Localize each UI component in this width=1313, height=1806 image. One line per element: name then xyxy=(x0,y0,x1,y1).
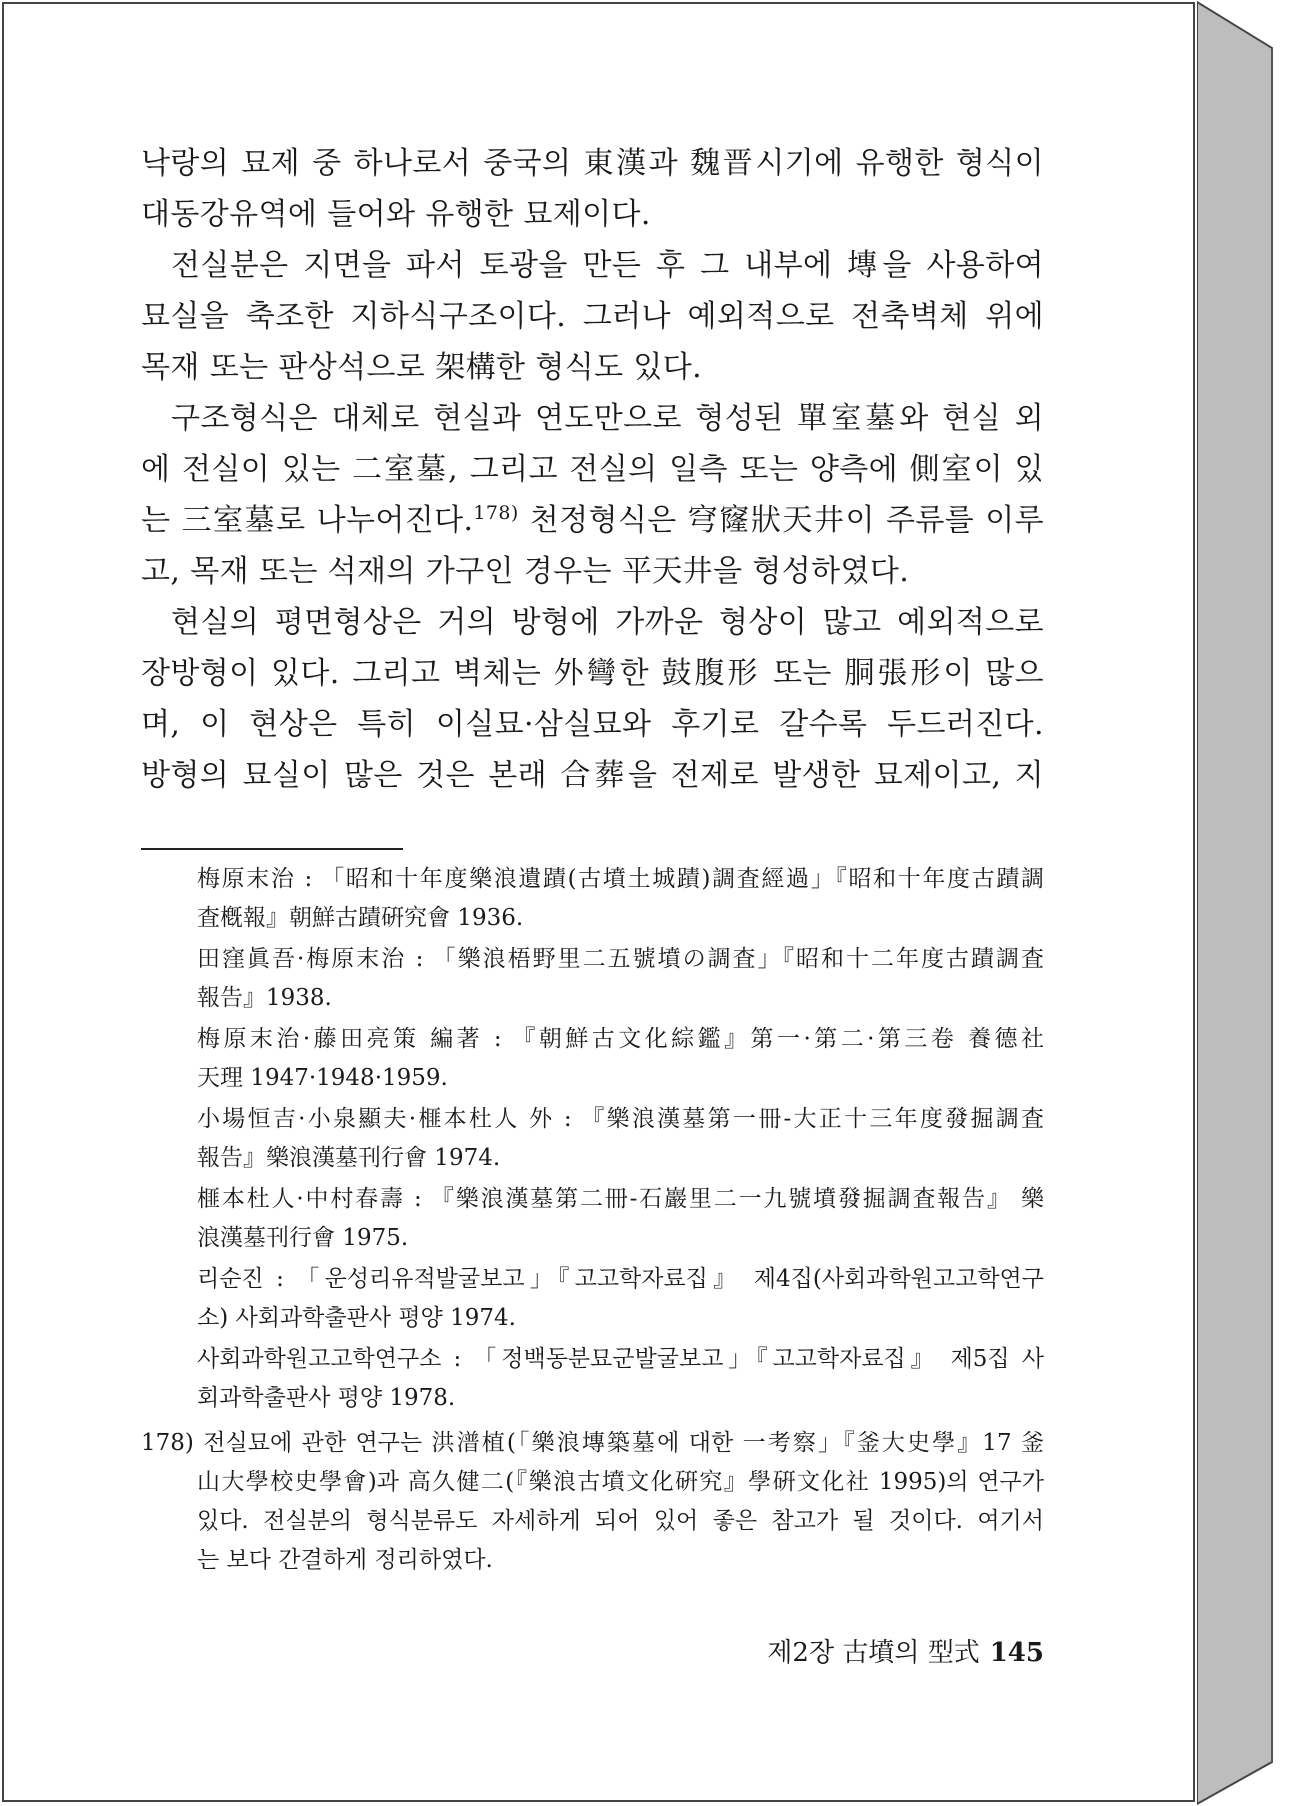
text-line: 방형의 묘실이 많은 것은 본래 合葬을 전제로 발생한 묘제이고, 지 xyxy=(141,758,1044,793)
ref-line: 報告』樂浪漢墓刊行會 1974. xyxy=(197,1145,501,1171)
reference-6 xyxy=(141,1260,1044,1338)
reference-2 xyxy=(141,940,1044,1018)
reference-1 xyxy=(141,860,1044,938)
ref-line: 天理 1947·1948·1959. xyxy=(197,1065,448,1091)
ref-line: 榧本杜人·中村春壽 : 『樂浪漢墓第二冊-石巖里二一九號墳發掘調査報告』 樂 xyxy=(197,1186,1044,1212)
text-line: 에 전실이 있는 二室墓, 그리고 전실의 일측 또는 양측에 側室이 있 xyxy=(141,452,1044,487)
text-line: 대동강유역에 들어와 유행한 묘제이다. xyxy=(141,197,651,232)
text-line: 목재 또는 판상석으로 架構한 형식도 있다. xyxy=(141,350,703,385)
footnote-178 xyxy=(141,1424,1044,1580)
ref-line: 리순진 : 「운성리유적발굴보고」『고고학자료집』 제4집(사회과학원고고학연구 xyxy=(197,1266,1044,1292)
reference-5 xyxy=(141,1180,1044,1258)
ref-line: 회과학출판사 평양 1978. xyxy=(197,1385,456,1411)
text-segment: 천정형식은 穹窿狀天井이 주류를 이루 xyxy=(518,503,1044,538)
ref-line: 浪漢墓刊行會 1975. xyxy=(197,1225,409,1251)
text-line: 낙랑의 묘제 중 하나로서 중국의 東漢과 魏晋시기에 유행한 형식이 xyxy=(141,146,1044,181)
text-line: 장방형이 있다. 그리고 벽체는 外彎한 鼓腹形 또는 胴張形이 많으 xyxy=(141,656,1044,691)
footnotes xyxy=(141,860,1044,1580)
text-line xyxy=(141,495,1044,546)
note-line: 있다. 전실분의 형식분류도 자세하게 되어 있어 좋은 참고가 될 것이다. 여기서 xyxy=(197,1508,1044,1534)
book-spine xyxy=(1197,0,1313,1806)
page-footer xyxy=(760,1632,1044,1669)
reference-3 xyxy=(141,1020,1044,1098)
reference-4 xyxy=(141,1100,1044,1178)
page-number: 145 xyxy=(989,1638,1044,1668)
ref-line: 사회과학원고고학연구소 : 「정백동분묘군발굴보고」『고고학자료집』 제5집 사 xyxy=(197,1346,1044,1372)
ref-line: 梅原末治 : 「昭和十年度樂浪遺蹟(古墳土城蹟)調査經過」『昭和十年度古蹟調 xyxy=(197,866,1044,892)
paragraph-4 xyxy=(141,597,1044,801)
body-text xyxy=(141,138,1044,801)
text-line: 고, 목재 또는 석재의 가구인 경우는 平天井을 형성하였다. xyxy=(141,554,910,589)
text-line: 구조형식은 대체로 현실과 연도만으로 형성된 單室墓와 현실 외 xyxy=(171,401,1044,436)
paragraph-1 xyxy=(141,138,1044,240)
paragraph-3 xyxy=(141,393,1044,597)
chapter-title: 제2장 古墳의 型式 xyxy=(767,1638,980,1668)
note-line: 는 보다 간결하게 정리하였다. xyxy=(197,1547,493,1573)
note-line: 178) 전실묘에 관한 연구는 洪潽植(「樂浪塼築墓에 대한 一考察」『釜大史學』17 釜 xyxy=(141,1430,1044,1456)
text-line: 현실의 평면형상은 거의 방형에 가까운 형상이 많고 예외적으로 xyxy=(171,605,1044,640)
ref-line: 査槪報』朝鮮古蹟硏究會 1936. xyxy=(197,905,524,931)
text-line: 전실분은 지면을 파서 토광을 만든 후 그 내부에 塼을 사용하여 xyxy=(171,248,1044,283)
note-line: 山大學校史學會)과 高久健二(『樂浪古墳文化硏究』學硏文化社 1995)의 연구가 xyxy=(197,1469,1044,1495)
footnote-ref-178[interactable]: 178) xyxy=(473,502,519,524)
ref-line: 소) 사회과학출판사 평양 1974. xyxy=(197,1305,516,1331)
reference-7 xyxy=(141,1340,1044,1418)
footnote-separator xyxy=(141,848,403,850)
paragraph-2 xyxy=(141,240,1044,393)
text-line: 묘실을 축조한 지하식구조이다. 그러나 예외적으로 전축벽체 위에 xyxy=(141,299,1044,334)
ref-line: 報告』1938. xyxy=(197,985,332,1011)
text-line: 며, 이 현상은 특히 이실묘·삼실묘와 후기로 갈수록 두드러진다. xyxy=(141,707,1044,742)
ref-line: 梅原末治·藤田亮策 編著 : 『朝鮮古文化綜鑑』第一·第二·第三卷 養德社 xyxy=(197,1026,1044,1052)
text-segment: 는 三室墓로 나누어진다. xyxy=(141,503,474,538)
ref-line: 田窪眞吾·梅原末治 : 「樂浪梧野里二五號墳の調査」『昭和十二年度古蹟調査 xyxy=(197,946,1044,972)
ref-line: 小場恒吉·小泉顯夫·榧本杜人 外 : 『樂浪漢墓第一冊-大正十三年度發掘調査 xyxy=(197,1106,1044,1132)
